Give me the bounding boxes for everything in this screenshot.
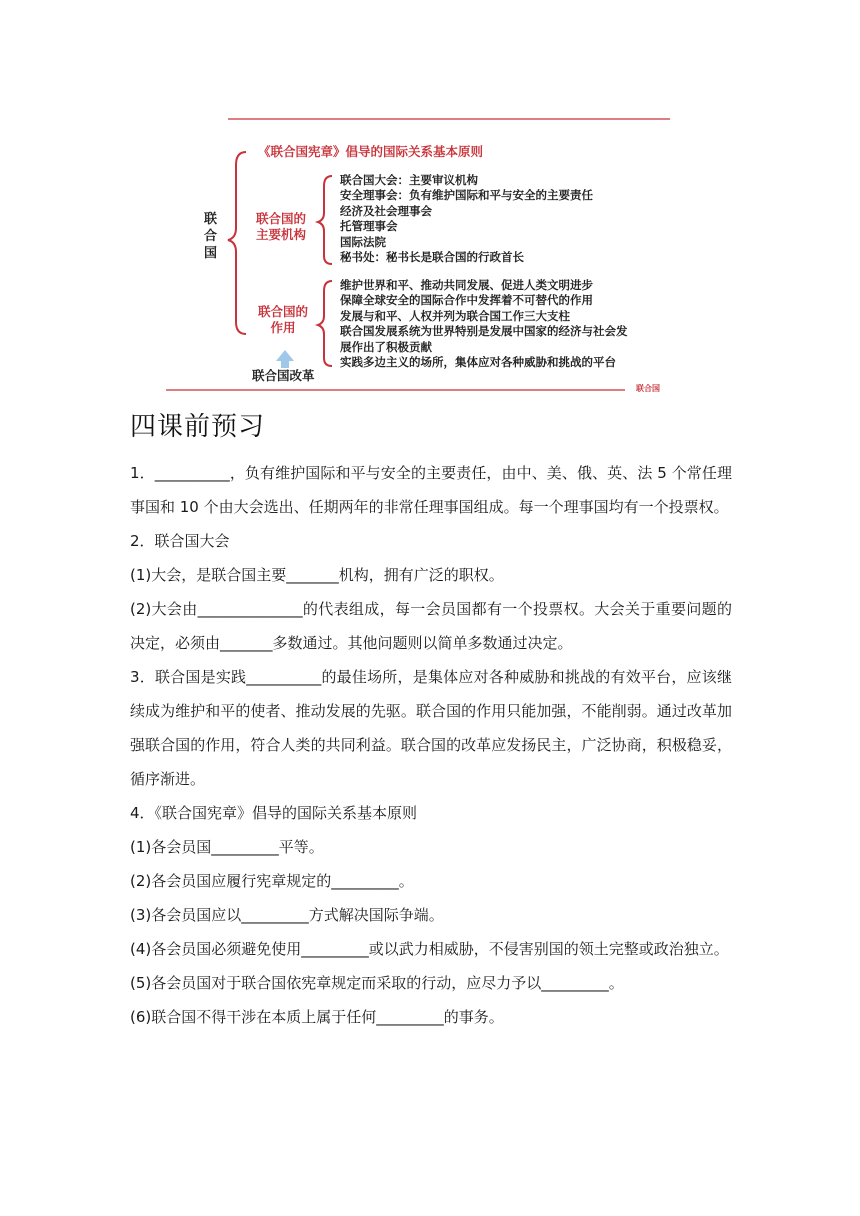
organ-item: 联合国大会：主要审议机构 bbox=[340, 173, 478, 187]
paragraph: (2)各会员国应履行宪章规定的_________。 bbox=[130, 872, 414, 890]
organ-item: 国际法院 bbox=[340, 234, 386, 249]
paragraph: 3．联合国是实践__________的最佳场所，是集体应对各种威胁和挑战的有效平台，应该继续成为维护和平的使者、推动发展的先驱。联合国的作用只能加强，不能削弱。通过改革加强联合国的作用，符合人类的共同利益。联合国的改革应发扬民主，广泛协商，积极稳妥，循序渐进。 bbox=[130, 668, 732, 788]
organ-item: 安全理事会：负有维护国际和平与安全的主要责任 bbox=[340, 188, 593, 203]
organs-label-line: 联合国的 bbox=[256, 211, 307, 226]
reform-label: 联合国改革 bbox=[252, 368, 315, 383]
paragraph: (2)大会由______________的代表组成，每一会员国都有一个投票权。大会关于重要问题的决定，必须由_______多数通过。其他问题则以简单多数通过决定。 bbox=[130, 600, 732, 652]
diagram-root bbox=[204, 211, 217, 262]
role-label-line: 联合国的 bbox=[258, 304, 309, 319]
paragraph: (5)各会员国对于联合国依宪章规定而采取的行动，应尽力予以_________。 bbox=[130, 974, 624, 992]
corner-label: 联合国 bbox=[636, 384, 660, 393]
paragraph: (6)联合国不得干涉在本质上属于任何_________的事务。 bbox=[130, 1008, 504, 1026]
role-item: 展作出了积极贡献 bbox=[340, 339, 432, 354]
section-title: 四课前预习 bbox=[130, 412, 266, 442]
knowledge-diagram bbox=[160, 110, 680, 400]
paragraph: 4．《联合国宪章》倡导的国际关系基本原则 bbox=[130, 804, 418, 822]
role-label bbox=[258, 304, 308, 336]
paragraph: 2．联合国大会 bbox=[130, 532, 230, 550]
up-arrow-icon bbox=[276, 350, 294, 368]
organ-item: 经济及社会理事会 bbox=[340, 203, 432, 218]
paragraph: 1．__________，负有维护国际和平与安全的主要责任，由中、美、俄、英、法 5 个常任理事国和 10 个由大会选出、任期两年的非常任理事国组成。每一个理事国均有一个投票权。 bbox=[130, 464, 732, 516]
diagram-title: 《联合国宪章》倡导的国际关系基本原则 bbox=[258, 144, 484, 159]
roles-list bbox=[340, 278, 628, 370]
organs-list bbox=[340, 173, 593, 265]
root-char: 合 bbox=[204, 229, 218, 244]
paragraph: (1)各会员国_________平等。 bbox=[130, 838, 324, 856]
root-char: 联 bbox=[204, 212, 218, 227]
organs-label bbox=[256, 211, 306, 243]
paragraph: (4)各会员国必须避免使用_________或以武力相威胁，不侵害别国的领土完整或政治独立。 bbox=[130, 940, 729, 958]
role-item: 实践多边主义的场所，集体应对各种威胁和挑战的平台 bbox=[340, 355, 616, 370]
role-item: 维护世界和平、推动共同发展、促进人类文明进步 bbox=[340, 278, 593, 292]
organ-item: 秘书处：秘书长是联合国的行政首长 bbox=[340, 250, 524, 265]
role-item: 联合国发展系统为世界特别是发展中国家的经济与社会发 bbox=[340, 324, 628, 339]
role-item: 保障全球安全的国际合作中发挥着不可替代的作用 bbox=[340, 293, 593, 308]
exercise-body bbox=[130, 456, 732, 1034]
organ-item: 托管理事会 bbox=[340, 219, 398, 234]
role-item: 发展与和平、人权并列为联合国工作三大支柱 bbox=[340, 308, 570, 323]
organs-label-line: 主要机构 bbox=[256, 227, 307, 242]
paragraph: (1)大会，是联合国主要_______机构，拥有广泛的职权。 bbox=[130, 566, 504, 584]
paragraph: (3)各会员国应以_________方式解决国际争端。 bbox=[130, 906, 444, 924]
root-char: 国 bbox=[204, 246, 218, 261]
role-label-line: 作用 bbox=[270, 320, 296, 335]
